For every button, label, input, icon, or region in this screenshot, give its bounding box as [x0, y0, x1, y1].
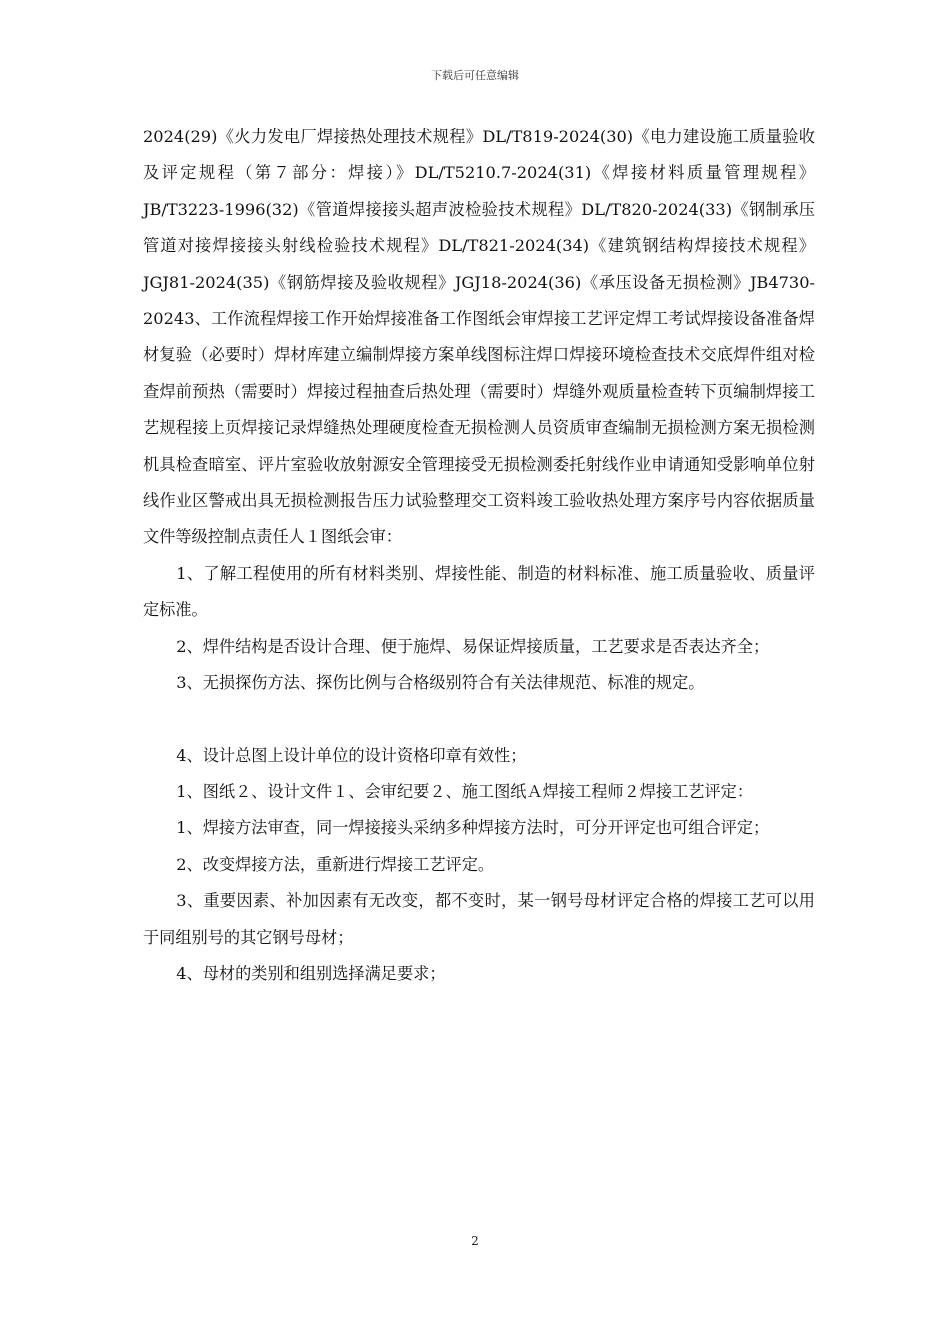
- body-paragraph: 4、母材的类别和组别选择满足要求；: [176, 963, 446, 983]
- page-header: 下载后可任意编辑: [431, 69, 519, 82]
- document-body: [143, 119, 815, 992]
- page-number: 2: [471, 1234, 479, 1248]
- body-paragraph: 3、无损探伤方法、探伤比例与合格级别符合有关法律规范、标准的规定。: [176, 673, 705, 693]
- body-paragraph: 4、设计总图上设计单位的设计资格印章有效性；: [176, 745, 527, 765]
- body-paragraph: 2024(29)《火力发电厂焊接热处理技术规程》DL/T819-2024(30)《电力建设施工质量验收及评定规程（第７部分：焊接）》DL/T5210.7-2024(31)《焊接材料质量管理规程》JB/T3223-1996(32)《管道焊接接头超声波检验技术规程》DL/T820-2024(33)《钢制承压管道对接焊接接头射线检验技术规程》DL/T821-2024(34)《建筑钢结构焊接技术规程》JGJ81-2024(35)《钢筋焊接及验收规程》JGJ18-2024(36)《承压设备无损检测》JB4730-20243、工作流程焊接工作开始焊接准备工作图纸会审焊接工艺评定焊工考试焊接设备准备焊材复验（必要时）焊材库建立编制焊接方案单线图标注焊口焊接环境检查技术交底焊件组对检查焊前预热（需要时）焊接过程抽查后热处理（需要时）焊缝外观质量检查转下页编制焊接工艺规程接上页焊接记录焊缝热处理硬度检查无损检测人员资质审查编制无损检测方案无损检测机具检查暗室、评片室验收放射源安全管理接受无损检测委托射线作业申请通知受影响单位射线作业区警戒出具无损检测报告压力试验整理交工资料竣工验收热处理方案序号内容依据质量文件等级控制点责任人１图纸会审：: [143, 127, 815, 547]
- body-paragraph: 1、焊接方法审查，同一焊接接头采纳多种焊接方法时，可分开评定也可组合评定；: [176, 818, 770, 838]
- body-paragraph: 2、焊件结构是否设计合理、便于施焊、易保证焊接质量，工艺要求是否表达齐全；: [176, 636, 770, 656]
- body-paragraph: 1、图纸２、设计文件１、会审纪要２、施工图纸Ａ焊接工程师２焊接工艺评定：: [176, 781, 754, 801]
- body-paragraph: 1、了解工程使用的所有材料类别、焊接性能、制造的材料标准、施工质量验收、质量评定标准。: [143, 563, 815, 620]
- body-paragraph: 2、改变焊接方法，重新进行焊接工艺评定。: [176, 854, 495, 874]
- body-paragraph: 3、重要因素、补加因素有无改变，都不变时，某一钢号母材评定合格的焊接工艺可以用于同组别号的其它钢号母材；: [143, 891, 815, 947]
- paragraph-gap: [143, 702, 815, 738]
